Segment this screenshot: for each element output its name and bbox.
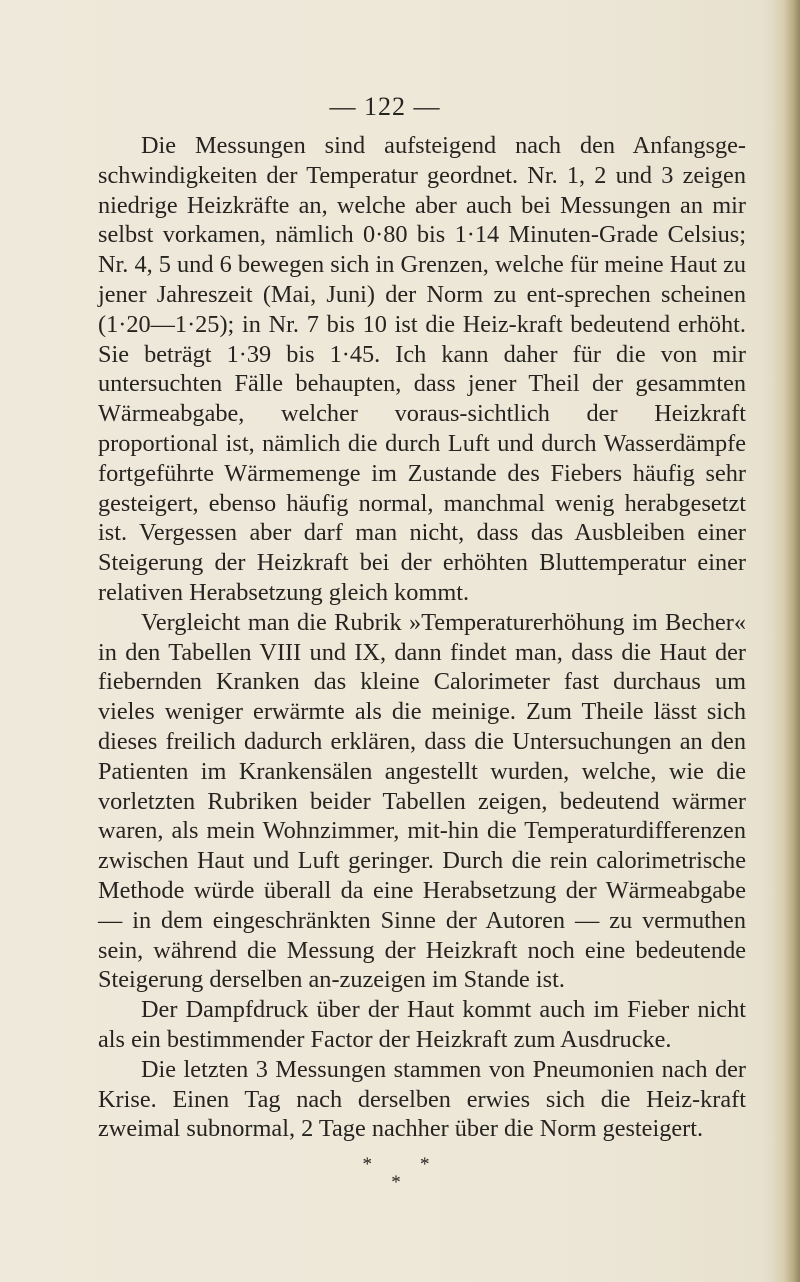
paragraph-3: Der Dampfdruck über der Haut kommt auch im Fieber nicht als ein bestimmender Factor der Heizkraft zum Ausdrucke. <box>98 996 746 1053</box>
separator-star-right: * <box>420 1154 430 1175</box>
section-separator <box>0 1156 800 1192</box>
separator-star-bottom: * <box>391 1172 401 1193</box>
paragraph-1: Die Messungen sind aufsteigend nach den Anfangsge-schwindigkeiten der Temperatur geordnet. Nr. 1, 2 und 3 zeigen niedrige Heizkräfte an, welche aber auch bei Messungen an mir selbst vorkamen, nämlich 0·80 bis 1·14 Minuten-Grade Celsius; Nr. 4, 5 und 6 bewegen sich in Grenzen, welche für meine Haut zu jener Jahreszeit (Mai, Juni) der Norm zu ent-sprechen scheinen (1·20—1·25); in Nr. 7 bis 10 ist die Heiz-kraft bedeutend erhöht. Sie beträgt 1·39 bis 1·45. Ich kann daher für die von mir untersuchten Fälle behaupten, dass jener Theil der gesammten Wärmeabgabe, welcher voraus-sichtlich der Heizkraft proportional ist, nämlich die durch Luft und durch Wasserdämpfe fortgeführte Wärmemenge im Zustande des Fiebers häufig sehr gesteigert, ebenso häufig normal, manchmal wenig herabgesetzt ist. Vergessen aber darf man nicht, dass das Ausbleiben einer Steigerung der Heizkraft bei der erhöhten Bluttemperatur einer relativen Herabsetzung gleich kommt. <box>98 132 746 606</box>
body-text <box>98 131 746 1144</box>
separator-star-left: * <box>362 1154 372 1175</box>
page-number-header <box>0 92 800 122</box>
paragraph-2: Vergleicht man die Rubrik »Temperaturerhöhung im Becher« in den Tabellen VIII und IX, dann findet man, dass die Haut der fiebernden Kranken das kleine Calorimeter fast durchaus um vieles weniger erwärmte als die meinige. Zum Theile lässt sich dieses freilich dadurch erklären, dass die Untersuchungen an den Patienten im Krankensälen angestellt wurden, welche, wie die vorletzten Rubriken beider Tabellen zeigen, bedeutend wärmer waren, als mein Wohnzimmer, mit-hin die Temperaturdifferenzen zwischen Haut und Luft geringer. Durch die rein calorimetrische Methode würde überall da eine Herabsetzung der Wärmeabgabe — in dem eingeschränkten Sinne der Autoren — zu vermuthen sein, während die Messung der Heizkraft noch eine bedeutende Steigerung derselben an-zuzeigen im Stande ist. <box>98 608 746 994</box>
paragraph-4: Die letzten 3 Messungen stammen von Pneumonien nach der Krise. Einen Tag nach derselben erwies sich die Heiz-kraft zweimal subnormal, 2 Tage nachher über die Norm gesteigert. <box>98 1055 746 1143</box>
page-number: — 122 — <box>329 92 441 121</box>
page-edge-shadow <box>772 0 800 1282</box>
